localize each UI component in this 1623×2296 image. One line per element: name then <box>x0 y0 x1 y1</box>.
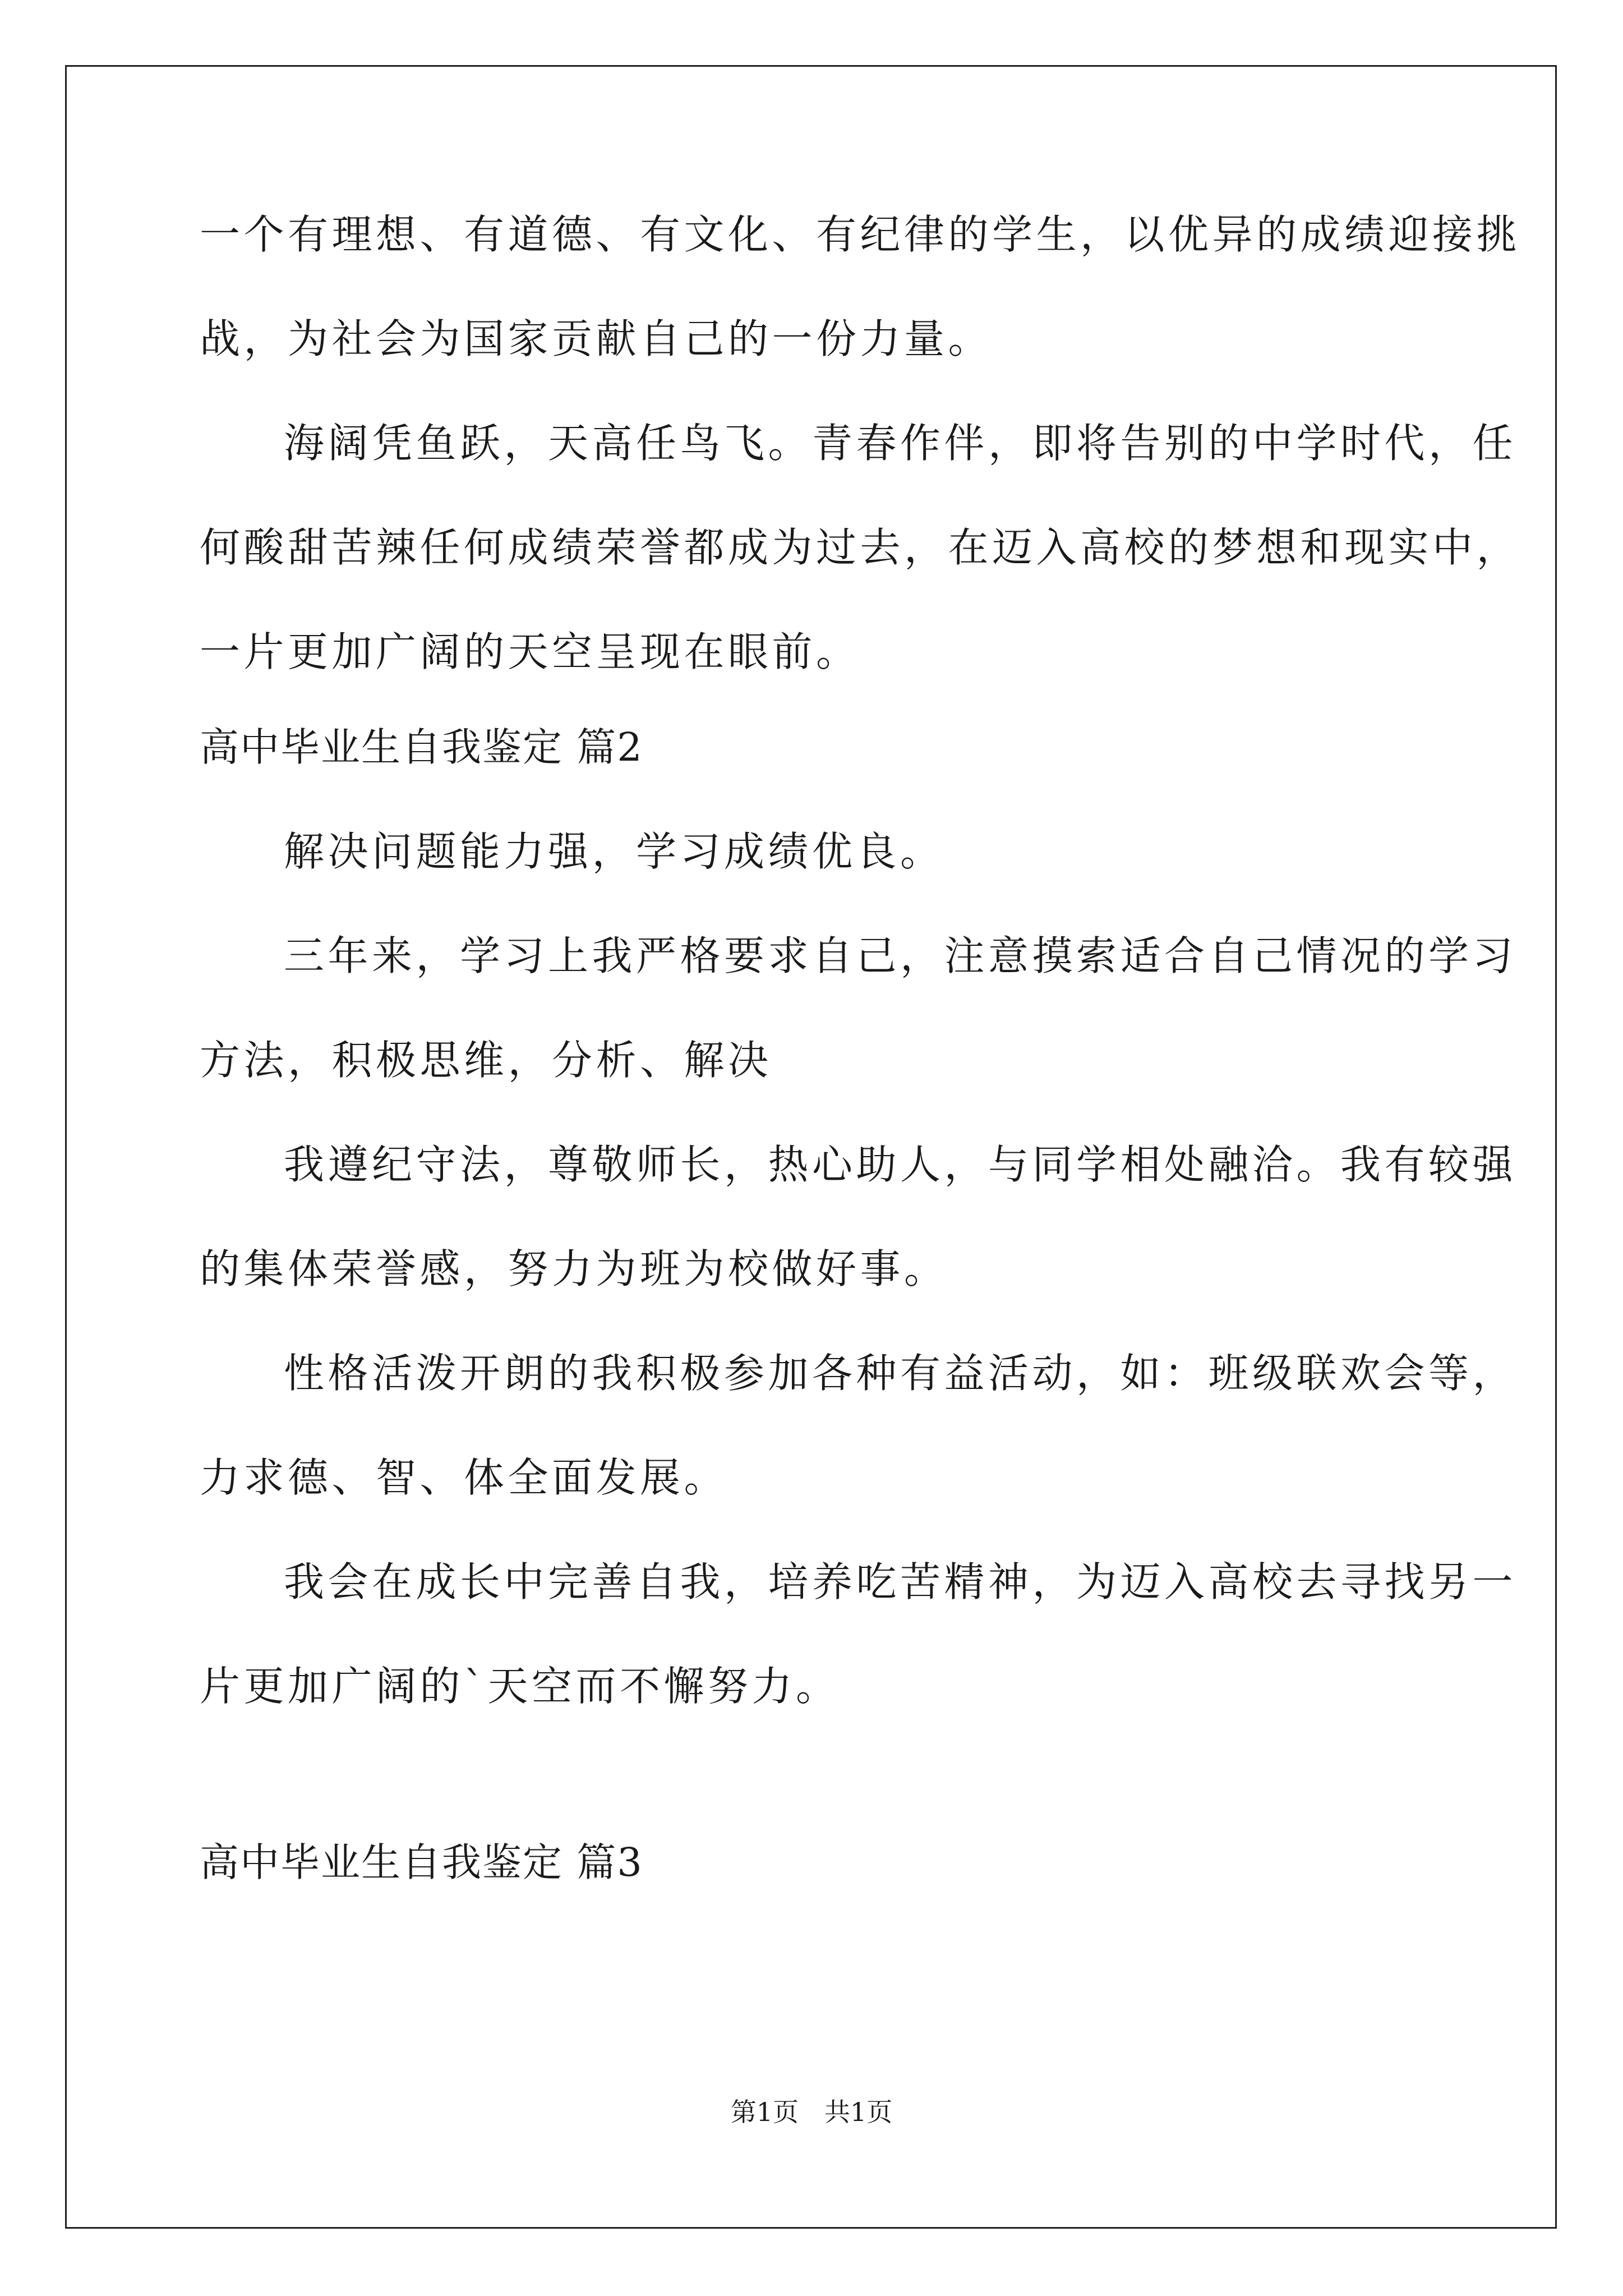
paragraph-line: 我遵纪守法，尊敬师长，热心助人，与同学相处融洽。我有较强 <box>284 1141 1517 1188</box>
paragraph-line: 方法，积极思维，分析、解决 <box>200 1037 772 1084</box>
paragraph-line: 我会在成长中完善自我，培养吃苦精神，为迈入高校去寻找另一 <box>284 1558 1517 1605</box>
paragraph-line: 何酸甜苦辣任何成绩荣誉都成为过去，在迈入高校的梦想和现实中， <box>200 524 1521 571</box>
page-number-footer: 第1页 共1页 <box>730 2097 893 2127</box>
paragraph-line: 一片更加广阔的天空呈现在眼前。 <box>200 628 860 675</box>
paragraph-line: 三年来，学习上我严格要求自己，注意摸索适合自己情况的学习 <box>284 932 1517 979</box>
paragraph-line: 片更加广阔的`天空而不懈努力。 <box>200 1663 840 1710</box>
paragraph-line: 战，为社会为国家贡献自己的一份力量。 <box>200 315 993 362</box>
paragraph-line: 海阔凭鱼跃，天高任鸟飞。青春作伴，即将告别的中学时代，任 <box>284 420 1517 467</box>
paragraph-line: 的集体荣誉感，努力为班为校做好事。 <box>200 1245 948 1292</box>
paragraph-line: 性格活泼开朗的我积极参加各种有益活动，如：班级联欢会等， <box>284 1350 1517 1397</box>
section-heading: 高中毕业生自我鉴定 篇2 <box>200 724 643 770</box>
paragraph-line: 一个有理想、有道德、有文化、有纪律的学生，以优异的成绩迎接挑 <box>200 211 1521 258</box>
section-heading: 高中毕业生自我鉴定 篇3 <box>200 1839 643 1885</box>
paragraph-line: 力求德、智、体全面发展。 <box>200 1454 728 1501</box>
paragraph-line: 解决问题能力强，学习成绩优良。 <box>284 828 944 875</box>
